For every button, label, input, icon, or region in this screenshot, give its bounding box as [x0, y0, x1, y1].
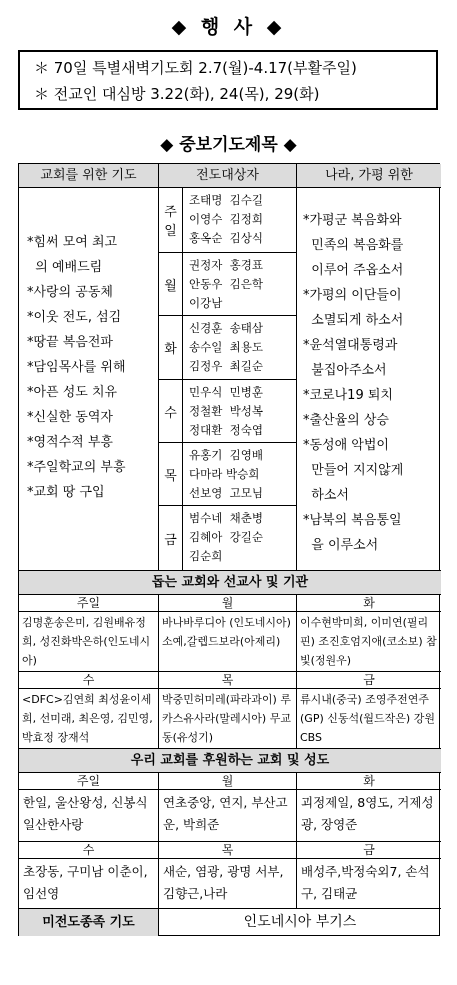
church-prayer-item: *교회 땅 구입: [27, 485, 105, 500]
evangelism-names: [183, 380, 297, 443]
unreached-value: 인도네시아 부기스: [243, 914, 357, 930]
supporters-title: 우리 교회를 후원하는 교회 및 성도: [19, 749, 441, 773]
nation-prayer-item: *가평군 복음화와: [303, 213, 402, 228]
events-box: [18, 50, 438, 110]
evangelism-name-line: 정철환 박성복: [189, 404, 263, 418]
nation-prayer-item: *가평의 이단들이: [303, 288, 402, 303]
supporters-cell: 연초중앙, 연지, 부산고운, 박희준: [159, 790, 297, 842]
missions-day: 주일: [19, 595, 159, 612]
evangelism-names: [183, 506, 297, 571]
evangelism-name-line: 유홍기 김영배: [189, 448, 263, 462]
evangelism-day: 화: [159, 316, 183, 380]
evangelism-name-line: 신경훈 송태삼: [189, 321, 263, 335]
evangelism-day: 목: [159, 443, 183, 506]
evangelism-name-line: 정대환 정숙엽: [189, 423, 263, 437]
unreached-label: 미전도종족 기도: [19, 909, 159, 936]
nation-prayer-item: *출산율의 상승: [303, 413, 389, 428]
nation-prayer-item: 이루어 주옵소서: [303, 263, 404, 278]
event-item: ＊ 전교인 대심방 3.22(화), 24(목), 29(화): [34, 85, 320, 103]
events-title: ◆ 행 사 ◆: [171, 16, 286, 38]
church-prayer-item: *영적수적 부흥: [27, 435, 113, 450]
evangelism-day: 수: [159, 380, 183, 443]
header-nation: 나라, 가평 위한: [297, 164, 441, 188]
nation-prayer-item: 민족의 복음화를: [303, 238, 404, 253]
church-prayer-list: [19, 188, 159, 571]
nation-prayer-item: 을 이루소서: [303, 538, 379, 553]
evangelism-name-line: 송수일 최용도: [189, 340, 263, 354]
supporters-day: 월: [159, 773, 297, 790]
supporters-day: 목: [159, 842, 297, 859]
evangelism-day: 주 일: [159, 188, 183, 253]
missions-title: 돕는 교회와 선교사 및 기관: [19, 571, 441, 595]
missions-day: 목: [159, 672, 297, 689]
evangelism-name-line: 조태명 김수길: [189, 193, 263, 207]
church-prayer-item: *아픈 성도 치유: [27, 385, 118, 400]
church-prayer-item: 의 예배드림: [27, 260, 103, 275]
evangelism-name-line: 선보영 고모님: [189, 486, 263, 500]
event-item: ＊ 70일 특별새벽기도회 2.7(월)-4.17(부활주일): [34, 59, 357, 77]
evangelism-names: [183, 188, 297, 253]
supporters-cell: 괴정제일, 8영도, 거제성광, 장영준: [297, 790, 441, 842]
evangelism-name-line: 이강남: [189, 296, 223, 310]
missions-day: 월: [159, 595, 297, 612]
supporters-cell: 한일, 울산왕성, 신봉식 일산한사랑: [19, 790, 159, 842]
missions-day: 수: [19, 672, 159, 689]
nation-prayer-item: *코로나19 퇴치: [303, 388, 393, 403]
supporters-cell: 새순, 염광, 광명 서부, 김향근,나라: [159, 859, 297, 909]
prayer-table: [18, 163, 440, 936]
supporters-day: 수: [19, 842, 159, 859]
evangelism-names: [183, 443, 297, 506]
evangelism-name-line: 김혜아 강길순: [189, 530, 263, 544]
supporters-day: 금: [297, 842, 441, 859]
supporters-day: 주일: [19, 773, 159, 790]
header-evangelism: 전도대상자: [159, 164, 297, 188]
missions-day: 화: [297, 595, 441, 612]
church-prayer-item: *사랑의 공동체: [27, 285, 113, 300]
nation-prayer-item: *윤석열대통령과: [303, 338, 398, 353]
missions-cell: 류시내(중국) 조영주전연주(GP) 신동석(월드작은) 강원CBS: [297, 689, 441, 749]
evangelism-names: [183, 253, 297, 316]
evangelism-name-line: 홍옥순 김상식: [189, 231, 263, 245]
evangelism-day: 금: [159, 506, 183, 571]
church-prayer-item: *담임목사를 위해: [27, 360, 126, 375]
evangelism-name-line: 안동우 김은학: [189, 277, 263, 291]
missions-cell: 박중민허미레(파라과이) 루카스유사라(말레시아) 무교동(유성기): [159, 689, 297, 749]
missions-day: 금: [297, 672, 441, 689]
missions-cell: 이수현박미희, 이미연(필리핀) 조진호엄지애(코소보) 참빛(정원우): [297, 612, 441, 672]
missions-cell: <DFC>김연희 최성윤이세희, 선미래, 최은영, 김민영, 박효정 장재석: [19, 689, 159, 749]
prayer-title: ◆ 중보기도제목 ◆: [160, 135, 297, 155]
supporters-day: 화: [297, 773, 441, 790]
evangelism-name-line: 범수네 채춘병: [189, 511, 263, 525]
missions-cell: 바나바루디아 (인도네시아) 소예,갈렙드보라(아제리): [159, 612, 297, 672]
church-prayer-item: *주일학교의 부흥: [27, 460, 126, 475]
nation-prayer-item: 하소서: [303, 488, 349, 503]
evangelism-name-line: 김정우 최길순: [189, 359, 263, 373]
nation-prayer-item: 만들어 지지않게: [303, 463, 404, 478]
missions-cell: 김명훈송은미, 김원배유정희, 성진화박은하(인도네시아): [19, 612, 159, 672]
evangelism-name-line: 권정자 홍경표: [189, 258, 263, 272]
nation-prayer-item: *동성애 악법이: [303, 438, 389, 453]
evangelism-day: 월: [159, 253, 183, 316]
church-prayer-item: *힘써 모여 최고: [27, 235, 118, 250]
nation-prayer-item: 불집아주소서: [303, 363, 387, 378]
nation-prayer-item: 소멸되게 하소서: [303, 313, 404, 328]
nation-prayer-list: [297, 188, 441, 571]
evangelism-name-line: 민우식 민병훈: [189, 385, 263, 399]
church-prayer-item: *이웃 전도, 섬김: [27, 310, 122, 325]
evangelism-name-line: 다마라 박승희: [189, 467, 260, 481]
header-church: 교회를 위한 기도: [19, 164, 159, 188]
supporters-cell: 초장동, 구미남 이춘이, 임선영: [19, 859, 159, 909]
church-prayer-item: *땅끝 복음전파: [27, 335, 113, 350]
evangelism-name-line: 이영수 김정희: [189, 212, 263, 226]
evangelism-names: [183, 316, 297, 380]
nation-prayer-item: *남북의 복음통일: [303, 513, 402, 528]
supporters-cell: 배성주,박정숙외7, 손석구, 김태균: [297, 859, 441, 909]
church-prayer-item: *신실한 동역자: [27, 410, 113, 425]
evangelism-name-line: 김순희: [189, 549, 223, 563]
